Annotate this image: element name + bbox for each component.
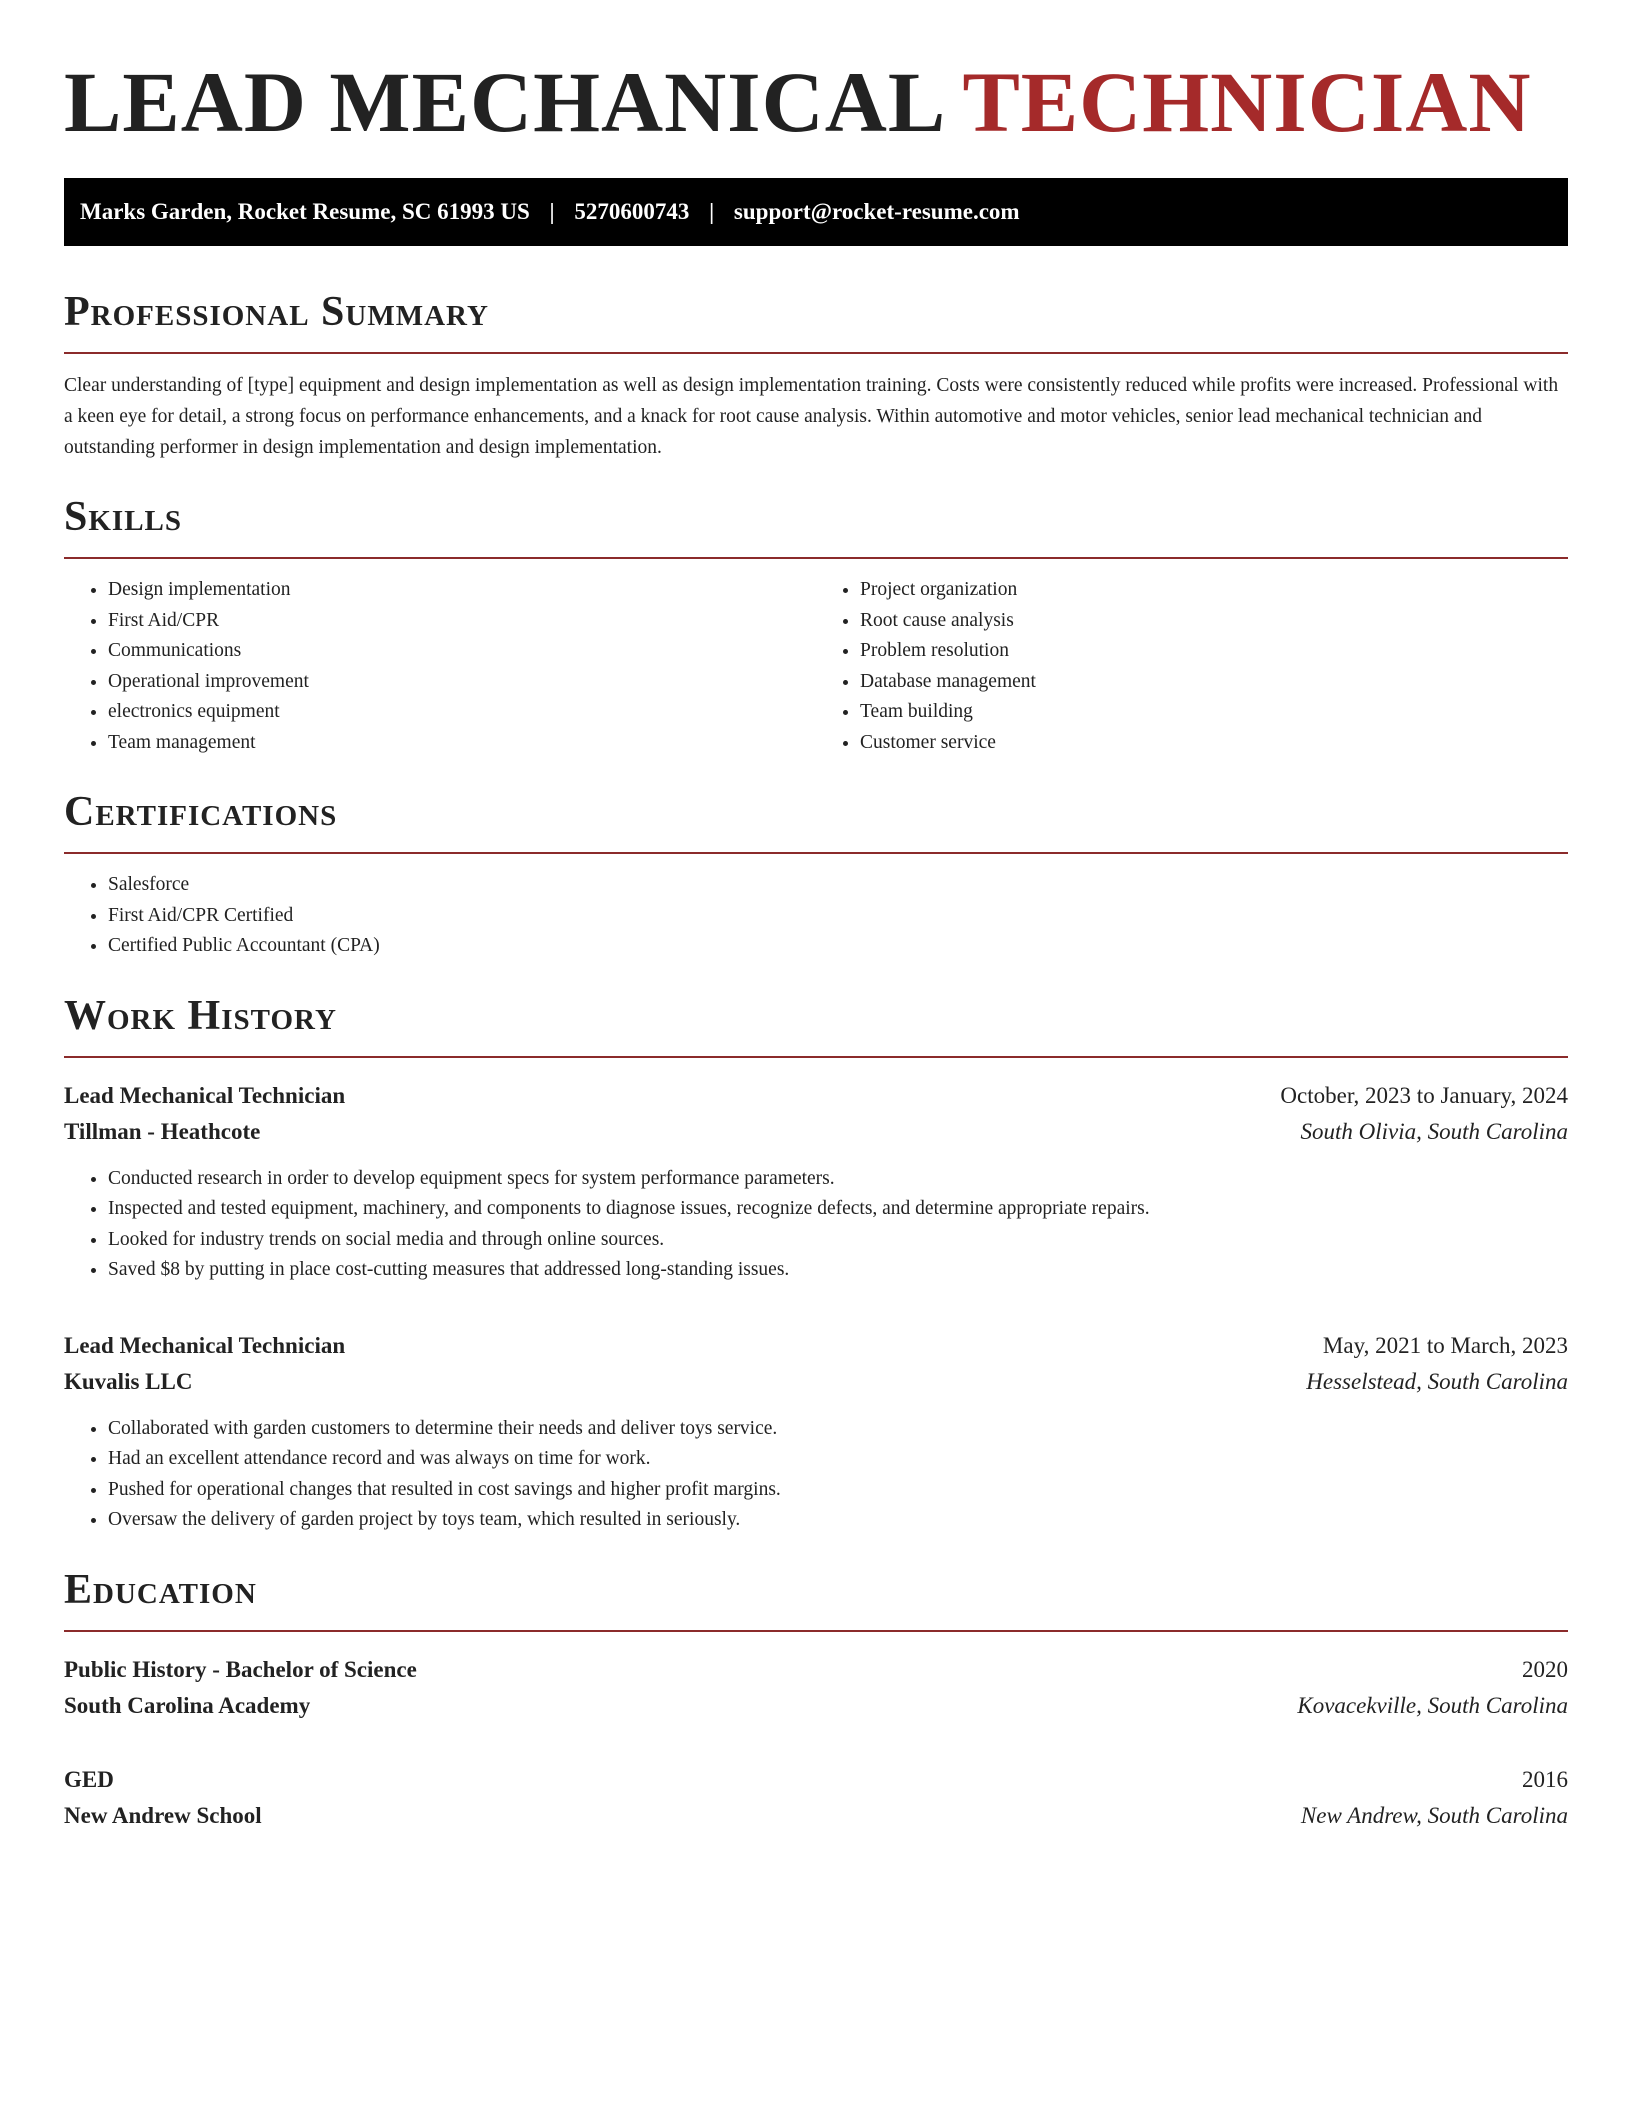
education-year: 2016 [1522,1766,1568,1792]
job-entry [64,1328,1568,1536]
education-entry [64,1652,1568,1724]
certifications-list [64,870,1568,962]
skill-item: • Team management [108,728,816,759]
job-bullet: • Collaborated with garden customers to determine their needs and deliver toys service. [108,1414,1568,1445]
skills-section [64,491,1568,758]
education-degree-row [64,1652,1568,1688]
skill-item: • Customer service [860,728,1568,759]
job-header-row [64,1328,1568,1364]
section-divider [64,852,1568,854]
resume-title [64,52,1568,152]
contact-bar [64,178,1568,246]
skill-item: • Operational improvement [108,667,816,698]
contact-address: Marks Garden, Rocket Resume, SC 61993 US [80,199,530,224]
education-location: Kovacekville, South Carolina [1297,1692,1568,1718]
job-title: Lead Mechanical Technician [64,1332,346,1358]
section-heading-summary: Professional Summary [64,289,489,335]
job-bullet: • Inspected and tested equipment, machinery, and components to diagnose issues, recognize defects, and determine appropriate repairs. [108,1194,1568,1225]
job-bullet: • Saved $8 by putting in place cost-cutting measures that addressed long-standing issues. [108,1255,1568,1286]
job-bullets [64,1164,1568,1286]
skills-list-left [64,575,816,758]
education-degree: Public History - Bachelor of Science [64,1656,417,1682]
education-section [64,1564,1568,1834]
title-accent: TECHNICIAN [962,54,1532,150]
education-school: New Andrew School [64,1802,262,1828]
skill-item: • Design implementation [108,575,816,606]
summary-text: Clear understanding of [type] equipment and design implementation as well as design implementation training. Costs were consistently reduced while profits were increased. Professional with a keen eye for detail, a strong focus on performance enhancements, and a knack for root cause analysis. Within automotive and motor vehicles, senior lead mechanical technician and outstanding performer in design implementation and design implementation. [64,375,1559,458]
skill-item: • Team building [860,697,1568,728]
education-school-row [64,1798,1568,1834]
certification-item: • First Aid/CPR Certified [108,901,1568,932]
skill-item: • Database management [860,667,1568,698]
work-history-section [64,990,1568,1536]
contact-separator: | [549,199,555,224]
job-dates: October, 2023 to January, 2024 [1280,1082,1568,1108]
job-bullets [64,1414,1568,1536]
job-company-row [64,1364,1568,1400]
job-dates: May, 2021 to March, 2023 [1322,1332,1568,1358]
education-degree: GED [64,1766,114,1792]
job-location: South Olivia, South Carolina [1300,1118,1568,1144]
section-heading-skills: Skills [64,494,183,540]
section-divider [64,1056,1568,1058]
skill-item: • electronics equipment [108,697,816,728]
skill-item: • Problem resolution [860,636,1568,667]
certification-item: • Salesforce [108,870,1568,901]
education-entry [64,1762,1568,1834]
section-heading-work-history: Work History [64,992,337,1039]
job-company: Kuvalis LLC [64,1368,193,1394]
contact-phone: 5270600743 [574,199,690,224]
contact-email: support@rocket-resume.com [733,199,1020,224]
education-school: South Carolina Academy [64,1692,311,1718]
skill-item: • Root cause analysis [860,606,1568,637]
skill-item: • Project organization [860,575,1568,606]
job-title: Lead Mechanical Technician [64,1082,346,1108]
job-header-row [64,1078,1568,1114]
education-degree-row [64,1762,1568,1798]
job-bullet: • Looked for industry trends on social media and through online sources. [108,1225,1568,1256]
certification-item: • Certified Public Accountant (CPA) [108,931,1568,962]
job-bullet: • Had an excellent attendance record and was always on time for work. [108,1444,1568,1475]
job-entry [64,1078,1568,1286]
job-bullet: • Pushed for operational changes that resulted in cost savings and higher profit margins. [108,1475,1568,1506]
summary-section [64,286,1568,463]
title-main: LEAD MECHANICAL [64,54,942,150]
contact-separator: | [709,199,715,224]
job-location: Hesselstead, South Carolina [1306,1368,1568,1394]
section-divider [64,1630,1568,1632]
section-divider [64,557,1568,559]
section-divider [64,352,1568,354]
skill-item: • First Aid/CPR [108,606,816,637]
job-company: Tillman - Heathcote [64,1118,261,1144]
job-bullet: • Conducted research in order to develop equipment specs for system performance parameters. [108,1164,1568,1195]
skill-item: • Communications [108,636,816,667]
job-bullet: • Oversaw the delivery of garden project by toys team, which resulted in seriously. [108,1505,1568,1536]
section-heading-education: Education [64,1566,257,1613]
education-school-row [64,1688,1568,1724]
certifications-section [64,786,1568,962]
job-company-row [64,1114,1568,1150]
skills-grid [64,575,1568,758]
education-year: 2020 [1522,1656,1568,1682]
education-location: New Andrew, South Carolina [1300,1802,1568,1828]
skills-list-right [816,575,1568,758]
section-heading-certifications: Certifications [64,789,338,835]
